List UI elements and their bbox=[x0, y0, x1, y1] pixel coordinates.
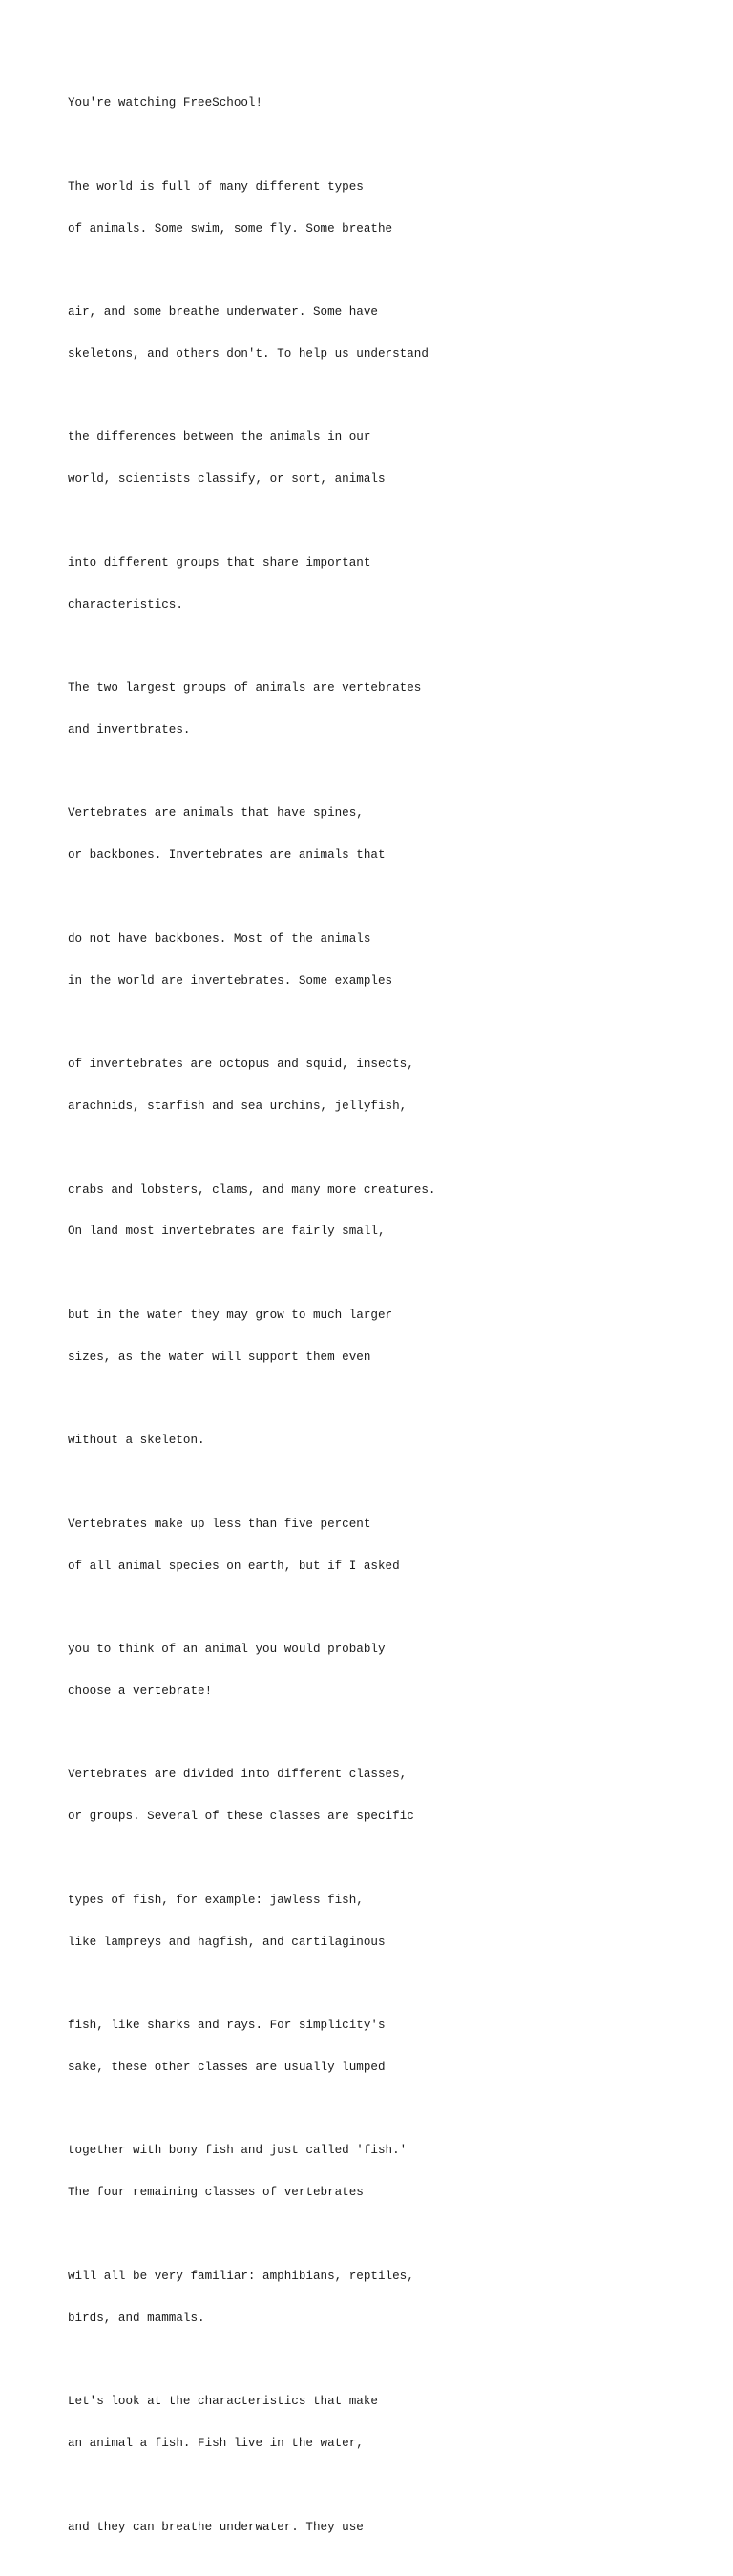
paragraph bbox=[68, 1030, 698, 1141]
text-line: On land most invertebrates are fairly small, bbox=[68, 1225, 386, 1239]
text-line: together with bony fish and just called 'fish.' bbox=[68, 2144, 408, 2158]
text-line: an animal a fish. Fish live in the water, bbox=[68, 2436, 364, 2450]
paragraph bbox=[68, 2116, 698, 2228]
paragraph bbox=[68, 2492, 698, 2562]
paragraph bbox=[68, 1490, 698, 1602]
paragraph bbox=[68, 1615, 698, 1727]
text-line: but in the water they may grow to much larger bbox=[68, 1308, 393, 1322]
paragraph bbox=[68, 1740, 698, 1852]
text-line: will all be very familiar: amphibians, reptiles, bbox=[68, 2269, 414, 2283]
text-line: or groups. Several of these classes are specific bbox=[68, 1810, 414, 1824]
paragraph bbox=[68, 1406, 698, 1476]
text-line: Vertebrates are animals that have spines, bbox=[68, 806, 364, 821]
text-line: and invertbrates. bbox=[68, 723, 191, 737]
text-line: birds, and mammals. bbox=[68, 2311, 205, 2325]
text-line: of animals. Some swim, some fly. Some breathe bbox=[68, 221, 393, 236]
text-line: air, and some breathe underwater. Some have bbox=[68, 305, 378, 320]
text-line: The two largest groups of animals are vertebrates bbox=[68, 681, 422, 696]
text-line: you to think of an animal you would probably bbox=[68, 1643, 386, 1657]
paragraph bbox=[68, 654, 698, 765]
paragraph bbox=[68, 2367, 698, 2479]
text-line: crabs and lobsters, clams, and many more creatures. bbox=[68, 1183, 436, 1197]
text-line: Let's look at the characteristics that make bbox=[68, 2395, 378, 2409]
text-line: fish, like sharks and rays. For simplicity's bbox=[68, 2019, 386, 2033]
text-line: arachnids, starfish and sea urchins, jellyfish, bbox=[68, 1099, 408, 1113]
text-line: of all animal species on earth, but if I asked bbox=[68, 1559, 400, 1573]
text-line: skeletons, and others don't. To help us understand bbox=[68, 346, 429, 361]
text-line: characteristics. bbox=[68, 597, 183, 612]
text-line: Vertebrates are divided into different classes, bbox=[68, 1768, 408, 1782]
text-line: without a skeleton. bbox=[68, 1434, 205, 1448]
text-line: sizes, as the water will support them even bbox=[68, 1350, 371, 1364]
paragraph bbox=[68, 1281, 698, 1393]
text-line: like lampreys and hagfish, and cartilaginous bbox=[68, 1935, 386, 1949]
text-line: The world is full of many different types bbox=[68, 179, 364, 194]
text-line: You're watching FreeSchool! bbox=[68, 96, 263, 111]
paragraph bbox=[68, 779, 698, 890]
text-line: world, scientists classify, or sort, animals bbox=[68, 472, 386, 487]
text-line: The four remaining classes of vertebrates bbox=[68, 2186, 364, 2200]
transcript-text bbox=[68, 69, 698, 2576]
paragraph bbox=[68, 1991, 698, 2103]
text-line: in the world are invertebrates. Some examples bbox=[68, 974, 393, 988]
paragraph bbox=[68, 1866, 698, 1978]
text-line: Vertebrates make up less than five percent bbox=[68, 1517, 371, 1531]
paragraph bbox=[68, 905, 698, 1016]
paragraph bbox=[68, 1155, 698, 1267]
text-line: types of fish, for example: jawless fish, bbox=[68, 1893, 364, 1907]
text-line: into different groups that share important bbox=[68, 555, 371, 570]
paragraph bbox=[68, 153, 698, 264]
paragraph bbox=[68, 403, 698, 514]
text-line: the differences between the animals in our bbox=[68, 430, 371, 445]
paragraph bbox=[68, 2242, 698, 2354]
paragraph bbox=[68, 69, 698, 138]
text-line: and they can breathe underwater. They use bbox=[68, 2520, 364, 2534]
text-line: do not have backbones. Most of the animals bbox=[68, 932, 371, 946]
text-line: or backbones. Invertebrates are animals that bbox=[68, 848, 386, 863]
text-line: choose a vertebrate! bbox=[68, 1684, 213, 1698]
paragraph bbox=[68, 278, 698, 389]
text-line: of invertebrates are octopus and squid, insects, bbox=[68, 1058, 414, 1072]
paragraph bbox=[68, 529, 698, 640]
text-line: sake, these other classes are usually lumped bbox=[68, 2060, 386, 2074]
